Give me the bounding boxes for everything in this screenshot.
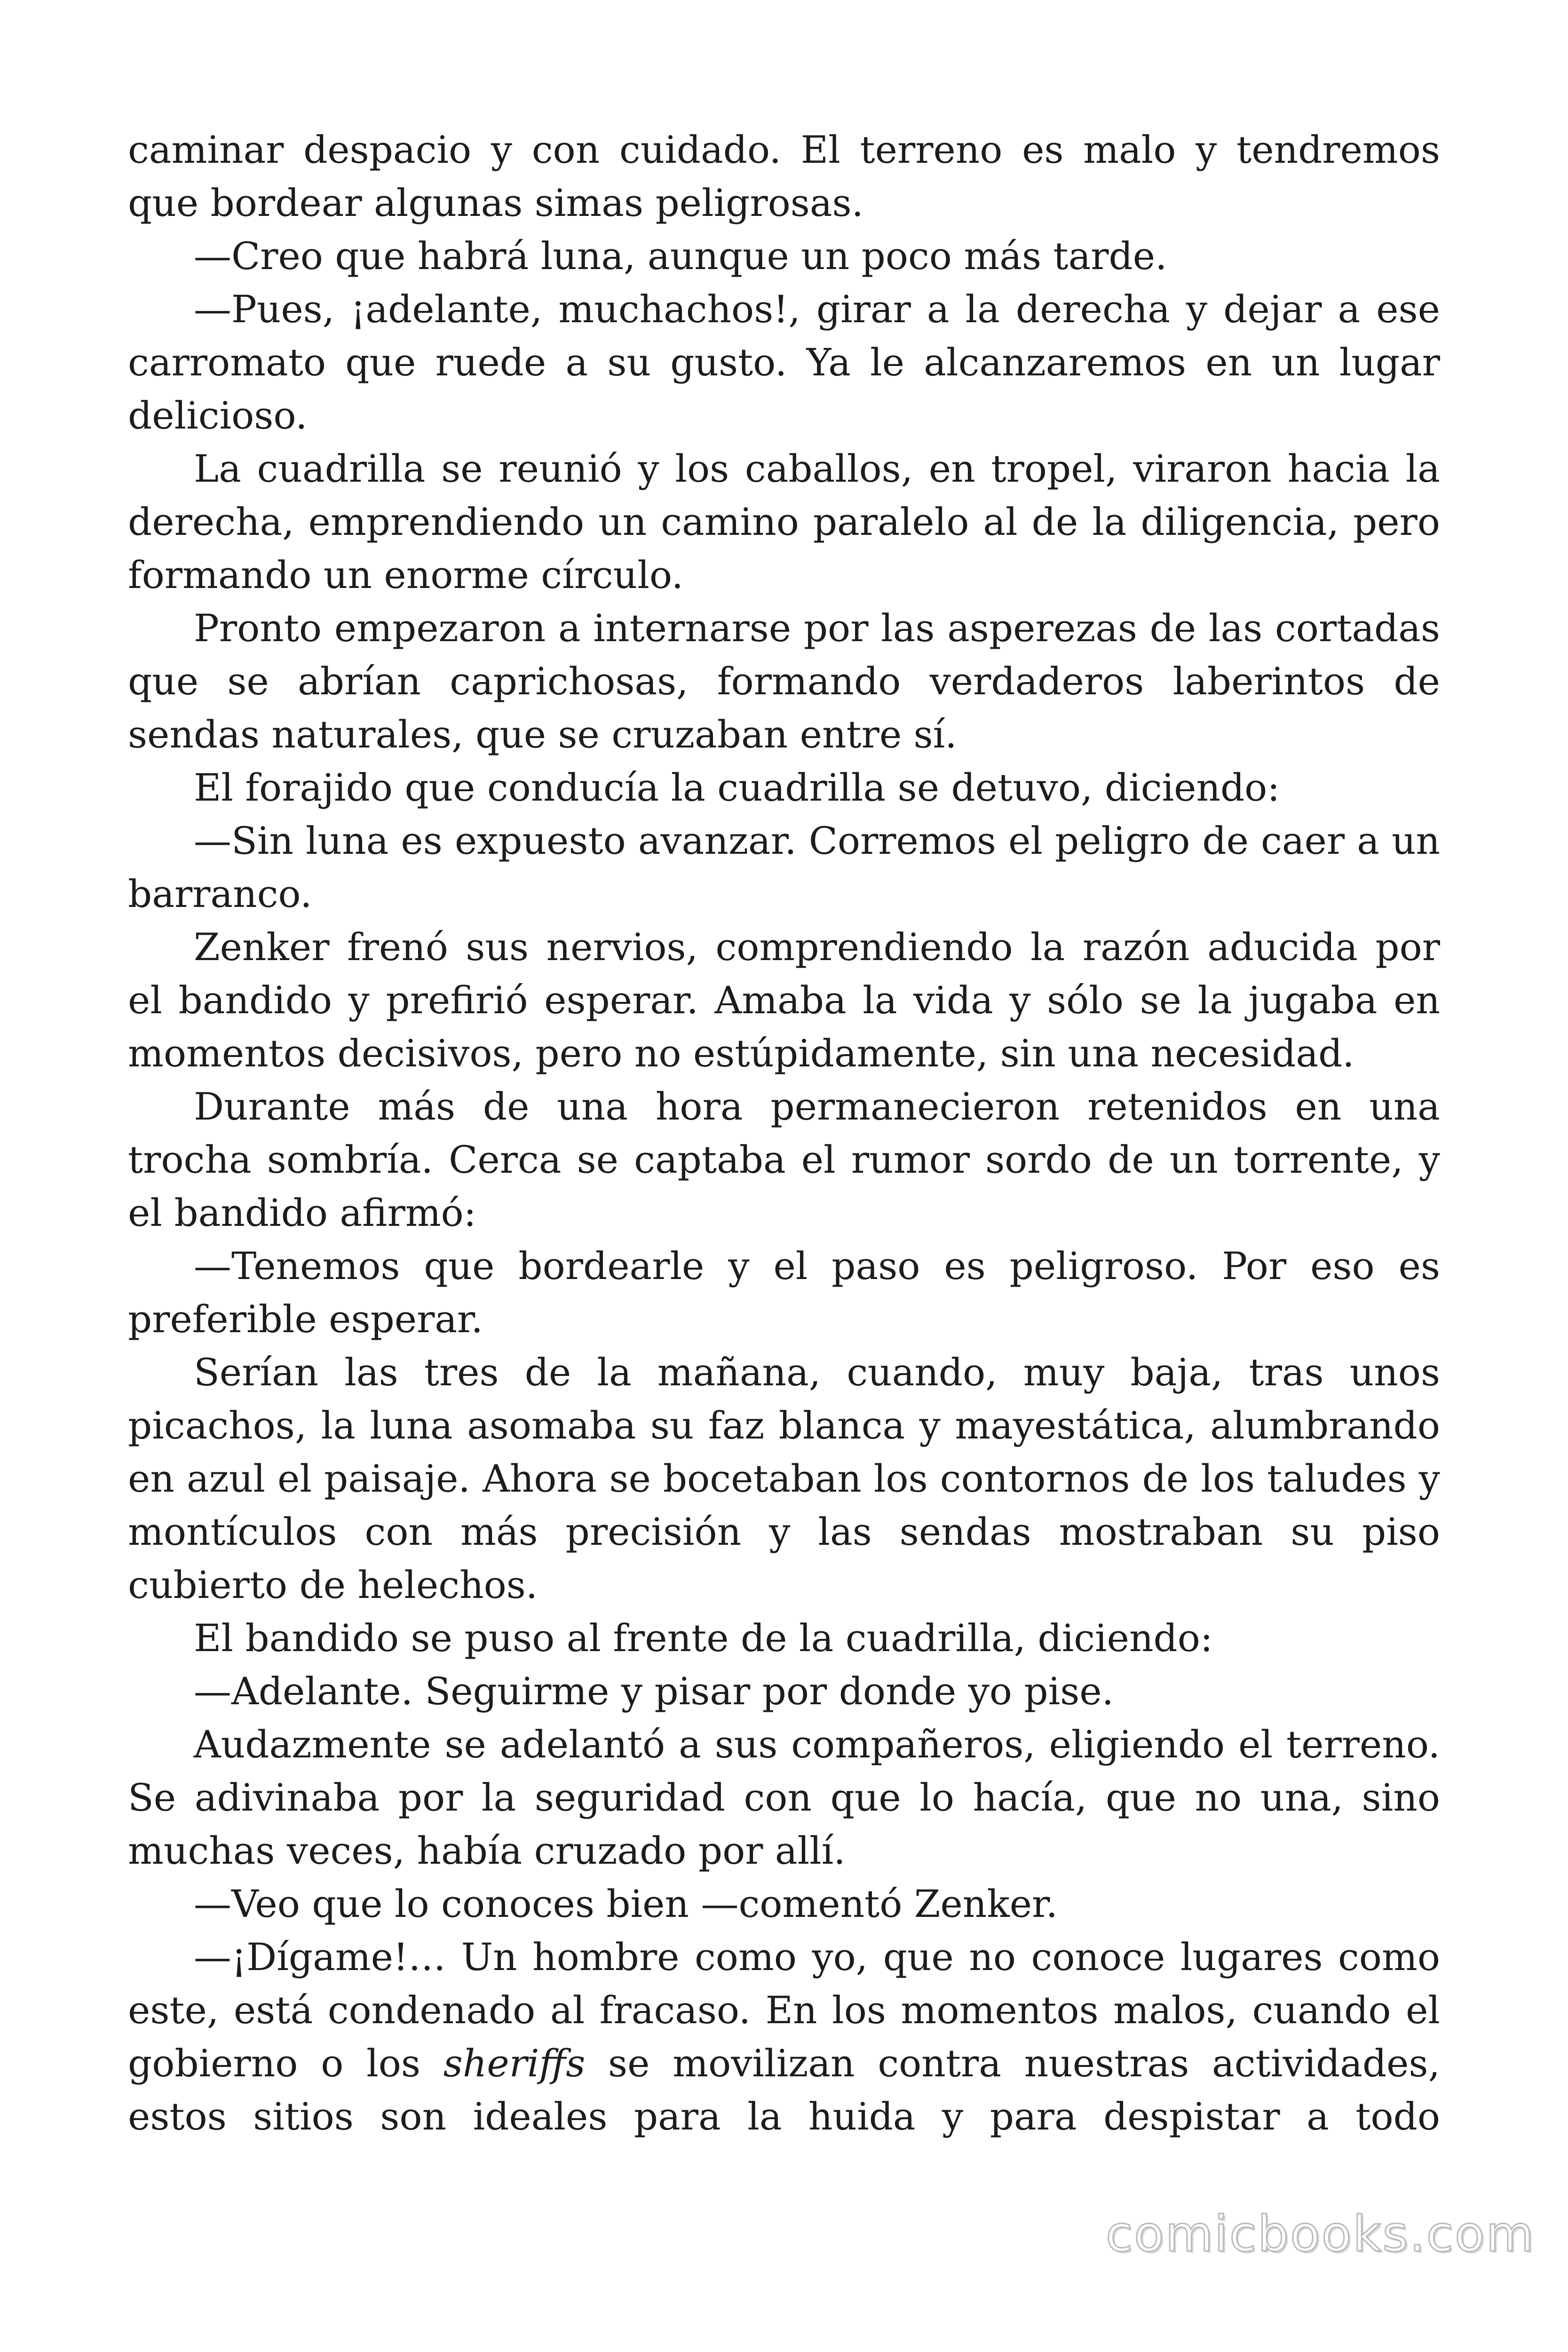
paragraph-text: se movilizan contra nuestras actividades, estos sitios son ideales para la huida y para despistar a todo [128,2042,1441,2138]
paragraph: —Sin luna es expuesto avanzar. Corremos el peligro de caer a un barranco. [128,819,1440,916]
paragraph-continues-next-page [128,1931,1440,2143]
paragraph: —Adelante. Seguirme y pisar por donde yo pise. [194,1669,1114,1713]
paragraph: Serían las tres de la mañana, cuando, muy baja, tras unos picachos, la luna asomaba su faz blanca y mayestática, alumbrando en azul el paisaje. Ahora se bocetaban los contornos de los taludes y montículos con más precisión y las sendas mostraban su piso cubierto de helechos. [128,1351,1440,1607]
paragraph: Durante más de una hora permanecieron retenidos en una trocha sombría. Cerca se captaba el rumor sordo de un torrente, y el bandido afirmó: [128,1085,1440,1235]
paragraph: Pronto empezaron a internarse por las asperezas de las cortadas que se abrían caprichosas, formando verdaderos laberintos de sendas naturales, que se cruzaban entre sí. [128,606,1440,756]
paragraph: El forajido que conducía la cuadrilla se detuvo, diciendo: [194,766,1280,810]
italic-term: sheriffs [443,2042,586,2085]
paragraph: —Pues, ¡adelante, muchachos!, girar a la derecha y dejar a ese carromato que ruede a su gusto. Ya le alcanzaremos en un lugar delicioso. [128,287,1440,437]
paragraph: —Veo que lo conoces bien —comentó Zenker. [194,1882,1058,1926]
paragraph: La cuadrilla se reunió y los caballos, en tropel, viraron hacia la derecha, emprendiendo un camino paralelo al de la diligencia, pero formando un enorme círculo. [128,447,1440,597]
paragraph-text: —¡Dígame!… Un hombre como yo, que no conoce lugares como este, está condenado al fracaso. En los momentos malos, cuando el gobierno o los [128,1935,1440,2085]
book-page-text [128,123,1440,2143]
paragraph-continued: caminar despacio y con cuidado. El terreno es malo y tendremos que bordear algunas simas peligrosas. [128,128,1440,225]
paragraph: Audazmente se adelantó a sus compañeros, eligiendo el terreno. Se adivinaba por la seguridad con que lo hacía, que no una, sino muchas veces, había cruzado por allí. [128,1723,1440,1873]
paragraph: —Tenemos que bordearle y el paso es peligroso. Por eso es preferible esperar. [128,1244,1440,1341]
paragraph: Zenker frenó sus nervios, comprendiendo la razón aducida por el bandido y prefirió esperar. Amaba la vida y sólo se la jugaba en momentos decisivos, pero no estúpidamente, sin una necesidad. [128,925,1440,1075]
paragraph: —Creo que habrá luna, aunque un poco más tarde. [194,234,1167,278]
watermark-logo: comicbooks.com [1105,2205,1535,2263]
paragraph: El bandido se puso al frente de la cuadrilla, diciendo: [194,1616,1213,1660]
